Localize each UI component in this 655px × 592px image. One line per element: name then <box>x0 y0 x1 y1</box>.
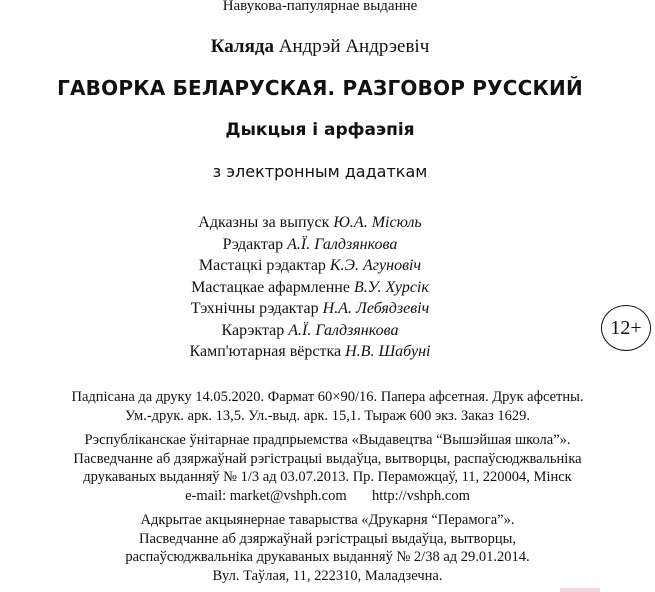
print-details-line: Ум.-друк. арк. 13,5. Ул.-выд. арк. 15,1. Тыраж 600 экз. Заказ 1629. <box>125 407 530 424</box>
printer-line: Вул. Таўлая, 11, 222310, Маладзечна. <box>212 567 443 584</box>
credit-line <box>140 234 480 256</box>
print-details-line: Падпісана да друку 14.05.2020. Фармат 60×90/16. Папера афсетная. Друк афсетны. <box>71 389 584 405</box>
credit-name: Н.А. Лебядзевіч <box>322 300 430 317</box>
publisher-line: друкаваных выданняў № 1/3 ад 03.07.2013. Пр. Пераможцаў, 11, 220004, Мінск <box>83 469 572 485</box>
credit-line <box>140 212 480 234</box>
printer-line: Пасведчанне аб дзяржаўнай рэгістрацыі выдаўца, вытворцы, <box>139 530 516 547</box>
credit-line <box>140 255 480 277</box>
credit-name: К.Э. Агуновіч <box>329 257 422 274</box>
credit-role: Адказны за выпуск <box>198 214 330 231</box>
book-subtitle: Дыкцыя і арфаэпія <box>225 120 415 140</box>
book-title: ГАВОРКА БЕЛАРУСКАЯ. РАЗГОВОР РУССКИЙ <box>57 76 583 100</box>
credit-role: Карэктар <box>221 321 285 339</box>
publisher-url: http://vshph.com <box>372 487 470 504</box>
publisher-line: Рэспубліканскае ўнітарнае прадпрыемства «Выдавецтва “Вышэйшая школа”». <box>84 432 571 448</box>
credit-name: Ю.А. Місюль <box>333 214 422 231</box>
credit-line <box>140 277 480 299</box>
printer-line: Адкрытае акцыянернае таварыства «Друкарня “Перамога”». <box>140 512 515 528</box>
author-given-names: Андрэй Андрэевіч <box>278 36 430 57</box>
credit-role: Камп'ютарная вёрстка <box>189 343 342 360</box>
credit-name: В.У. Хурсік <box>353 278 429 296</box>
credit-line <box>140 298 480 320</box>
imprint-block <box>0 388 655 585</box>
credit-name: Н.В. Шабуні <box>345 343 431 360</box>
genre-label: Навукова-папулярнае выданне <box>222 0 418 14</box>
author-surname: Каляда <box>210 36 274 57</box>
publisher-line: Пасведчанне аб дзяржаўнай рэгістрацыі выдаўца, вытворцы, распаўсюджвальніка <box>73 450 582 467</box>
printer-line: распаўсюджвальніка друкаваных выданняў № 2/38 ад 29.01.2014. <box>125 549 530 565</box>
credits-list <box>140 212 480 363</box>
credit-line <box>140 320 480 342</box>
credit-name: А.Ї. Галдзянкова <box>287 235 398 253</box>
credit-name: А.Ї. Галдзянкова <box>288 321 399 339</box>
credit-role: Мастацкі рэдактар <box>198 257 326 274</box>
credit-role: Тэхнічны рэдактар <box>190 300 319 317</box>
author-line <box>0 36 640 58</box>
page-edge-mark <box>560 588 600 592</box>
credit-line <box>140 341 480 363</box>
credit-role: Рэдактар <box>222 235 284 253</box>
book-addon-note: з электронным дадаткам <box>212 162 428 181</box>
publisher-contacts <box>0 487 655 506</box>
publisher-email: e-mail: market@vshph.com <box>185 487 347 504</box>
age-rating-badge: 12+ <box>601 305 651 351</box>
credit-role: Мастацкае афармленне <box>191 278 350 296</box>
